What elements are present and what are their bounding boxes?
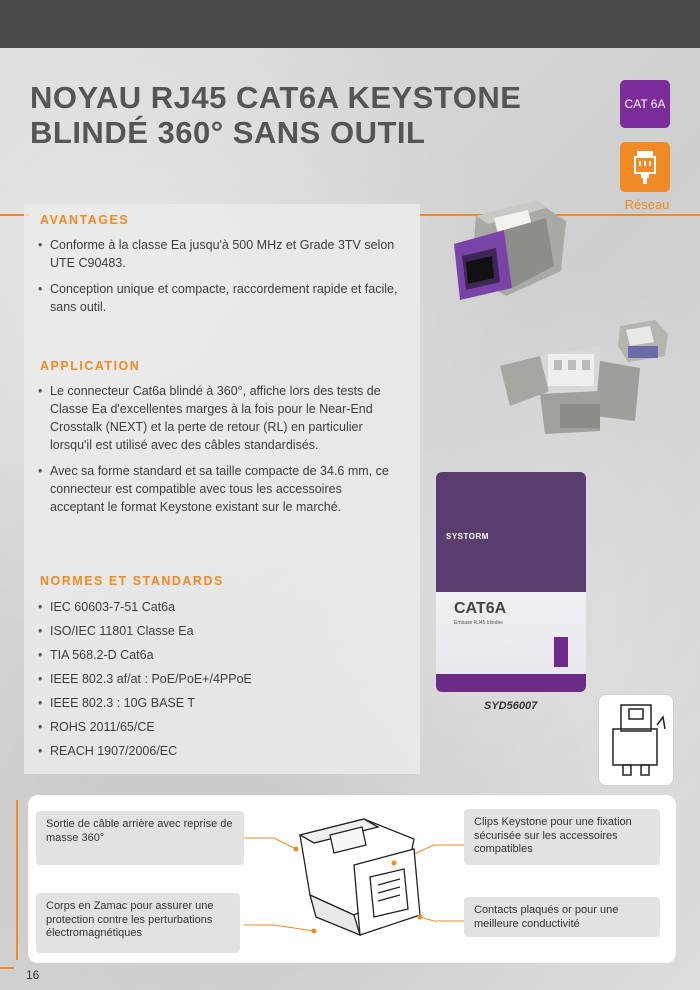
product-package-image <box>436 472 586 692</box>
network-cable-icon <box>620 142 670 192</box>
standards-heading: NORMES ET STANDARDS <box>40 574 224 588</box>
advantages-list <box>38 236 408 316</box>
package-bottom <box>436 674 586 692</box>
page-number-accent <box>0 967 14 969</box>
list-item: • IEC 60603-7-51 Cat6a <box>38 598 398 616</box>
package-brand: SYSTORM <box>446 532 489 541</box>
connector-parts-image <box>500 316 680 446</box>
network-label: Réseau <box>624 197 670 212</box>
connector-drawing <box>244 805 464 955</box>
list-item: • ISO/IEC 11801 Classe Ea <box>38 622 398 640</box>
connector-outline-icon <box>599 695 675 787</box>
product-reference: SYD56007 <box>484 700 538 712</box>
application-heading: APPLICATION <box>40 359 141 373</box>
callout-contacts: Contacts plaqués or pour une meilleure conductivité <box>464 897 660 937</box>
feature-diagram-panel <box>28 795 676 963</box>
list-item: • TIA 568.2-D Cat6a <box>38 646 398 664</box>
page-title <box>30 80 590 150</box>
standards-list <box>38 598 398 760</box>
title-line-2: BLINDÉ 360° SANS OUTIL <box>30 115 426 150</box>
list-item: • Le connecteur Cat6a blindé à 360°, affiche lors des tests de Classe Ea d'excellentes marges à la fois pour le Near-End Crosstalk (NEXT) et la perte de retour (RL) en particulier lorsqu'il est utilisé avec des câbles standardisés. <box>38 382 390 454</box>
package-label: CAT6A <box>454 600 507 617</box>
list-item: • IEEE 802.3 : 10G BASE T <box>38 694 398 712</box>
list-item: • Avec sa forme standard et sa taille compacte de 34.6 mm, ce connecteur est compatible avec tous les accessoires acceptant le format Keystone existant sur le marché. <box>38 462 390 516</box>
line-drawing-box <box>598 694 674 786</box>
application-list <box>38 382 390 516</box>
category-badge: CAT 6A <box>620 80 670 128</box>
list-item: • REACH 1907/2006/EC <box>38 742 398 760</box>
package-subtitle: Embase RJ45 blindée <box>454 620 503 626</box>
top-bar <box>0 0 700 48</box>
package-tag <box>554 637 568 667</box>
list-item: • Conforme à la classe Ea jusqu'à 500 MHz et Grade 3TV selon UTE C90483. <box>38 236 408 272</box>
list-item: • ROHS 2011/65/CE <box>38 718 398 736</box>
page-number: 16 <box>26 968 40 982</box>
callout-keystone-clips: Clips Keystone pour une fixation sécurisée sur les accessoires compatibles <box>464 809 660 865</box>
callout-rear-exit: Sortie de câble arrière avec reprise de masse 360° <box>36 811 244 865</box>
accent-line <box>16 800 18 960</box>
list-item: • Conception unique et compacte, raccordement rapide et facile, sans outil. <box>38 280 408 316</box>
keystone-connector-image <box>436 196 576 306</box>
list-item: • IEEE 802.3 af/at : PoE/PoE+/4PPoE <box>38 670 398 688</box>
callout-zamac-body: Corps en Zamac pour assurer une protection contre les perturbations électromagnétiques <box>36 893 240 953</box>
title-line-1: NOYAU RJ45 CAT6A KEYSTONE <box>30 80 522 115</box>
advantages-heading: AVANTAGES <box>40 213 130 227</box>
